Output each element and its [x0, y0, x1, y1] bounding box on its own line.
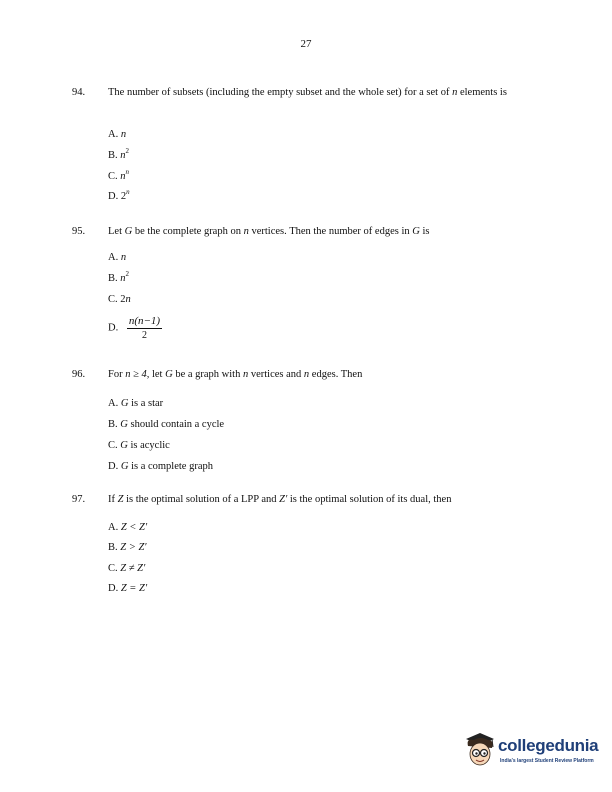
option-d: D. 2$^n$ [108, 188, 130, 202]
question-94 [72, 87, 552, 202]
question-number: 95. [72, 226, 86, 237]
option-c: C. $n^n$ [108, 168, 130, 182]
option-b: B. $n^2$ [108, 270, 130, 284]
option-b: B. G should contain a cycle [108, 419, 225, 430]
page-number: 27 [300, 38, 312, 50]
question-text: If Z is the optimal solution of a LPP and Z′ is the optimal solution of its dual, then [108, 494, 452, 505]
brand-tagline: India's largest Student Review Platform [500, 758, 594, 764]
question-text: For n ≥ 4, let G be a graph with n vertices and n edges. Then [108, 369, 363, 380]
mascot-icon [462, 730, 498, 770]
option-a: A. n [108, 252, 127, 263]
option-b: B. Z > Z′ [108, 542, 147, 553]
question-text: The number of subsets (including the empty subset and the whole set) for a set of n elements is [108, 87, 507, 98]
question-97 [72, 494, 552, 594]
brand-name: collegedunia [498, 736, 599, 755]
fraction [127, 315, 162, 341]
option-d: D. $\frac{n(n-1)}{2}$ [108, 315, 161, 341]
question-text: Let G be the complete graph on n vertices. Then the number of edges in G is [108, 226, 430, 237]
question-number: 96. [72, 369, 86, 380]
option-c: C. 2n [108, 294, 131, 305]
question-number: 94. [72, 87, 86, 98]
fraction-numerator: n(n−1) [128, 315, 161, 327]
question-96 [72, 369, 552, 472]
option-c: C. Z ≠ Z′ [108, 563, 146, 574]
option-d: D. Z = Z′ [108, 583, 148, 594]
question-number: 97. [72, 494, 86, 505]
option-d: D. G is a complete graph [108, 461, 213, 472]
option-b: B. $n^2$ [108, 147, 130, 161]
option-c: C. G is acyclic [108, 440, 170, 451]
option-a: A. n [108, 129, 127, 140]
question-95 [72, 226, 552, 341]
fraction-denominator: 2 [141, 330, 147, 341]
option-a: A. Z < Z′ [108, 522, 148, 533]
collegedunia-logo [462, 730, 602, 772]
option-a: A. G is a star [108, 398, 164, 409]
